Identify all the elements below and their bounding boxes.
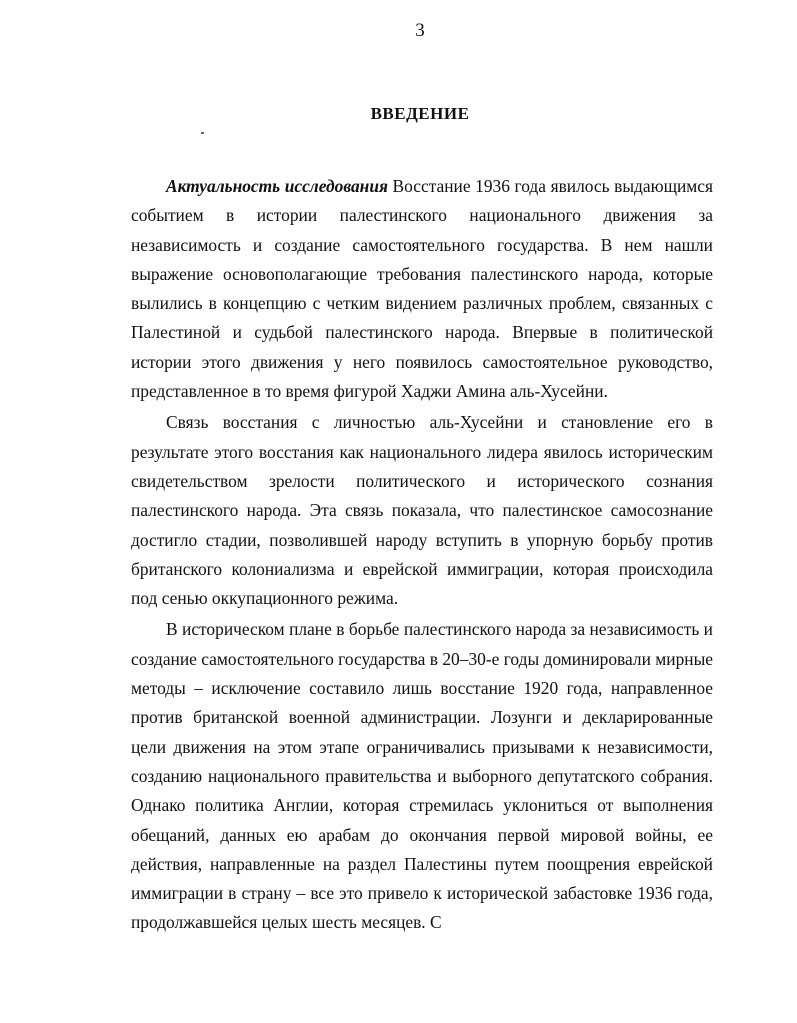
paragraph-text: Восстание 1936 года явилось выдающимся событием в истории палестинского национального движения за независимость и создание самостоятельного государства. В нем нашли выражение основополагающие требования палестинского народа, которые вылились в концепцию с четким видением различных проблем, связанных с Палестиной и судьбой палестинского народа. Впервые в политической истории этого движения у него появилось самостоятельное руководство, представленное в то время фигурой Хаджи Амина аль-Хусейни. <box>131 176 713 402</box>
paragraph-2 <box>131 408 713 613</box>
section-heading: ВВЕДЕНИЕ <box>370 104 470 123</box>
page-number: 3 <box>415 20 425 41</box>
paragraph-text: Связь восстания с личностью аль-Хусейни и становление его в результате этого восстания как национального лидера явилось историческим свидетельством зрелости политического и исторического сознания палестинского народа. Эта связь показала, что палестинское самосознание достигло стадии, позволившей народу вступить в упорную борьбу против британского колониализма и еврейской иммиграции, которая происходила под сенью оккупационного режима. <box>131 412 713 609</box>
paragraph-3 <box>131 615 713 937</box>
scan-speck <box>201 132 204 134</box>
paragraph-text: В историческом плане в борьбе палестинского народа за независимость и создание самостоятельного государства в 20–30-е годы доминировали мирные методы – исключение составило лишь восстание 1920 года, направленное против британской военной администрации. Лозунги и декларированные цели движения на этом этапе ограничивались призывами к независимости, созданию национального правительства и выборного депутатского собрания. Однако политика Англии, которая стремилась уклониться от выполнения обещаний, данных ею арабам до окончания первой мировой войны, ее действия, направленные на раздел Палестины путем поощрения еврейской иммиграции в страну – все это привело к исторической забастовке 1936 года, продолжавшейся целых шесть месяцев. С <box>131 619 713 933</box>
body-text <box>131 172 713 940</box>
paragraph-1 <box>131 172 713 406</box>
paragraph-lead: Актуальность исследования <box>166 176 388 196</box>
